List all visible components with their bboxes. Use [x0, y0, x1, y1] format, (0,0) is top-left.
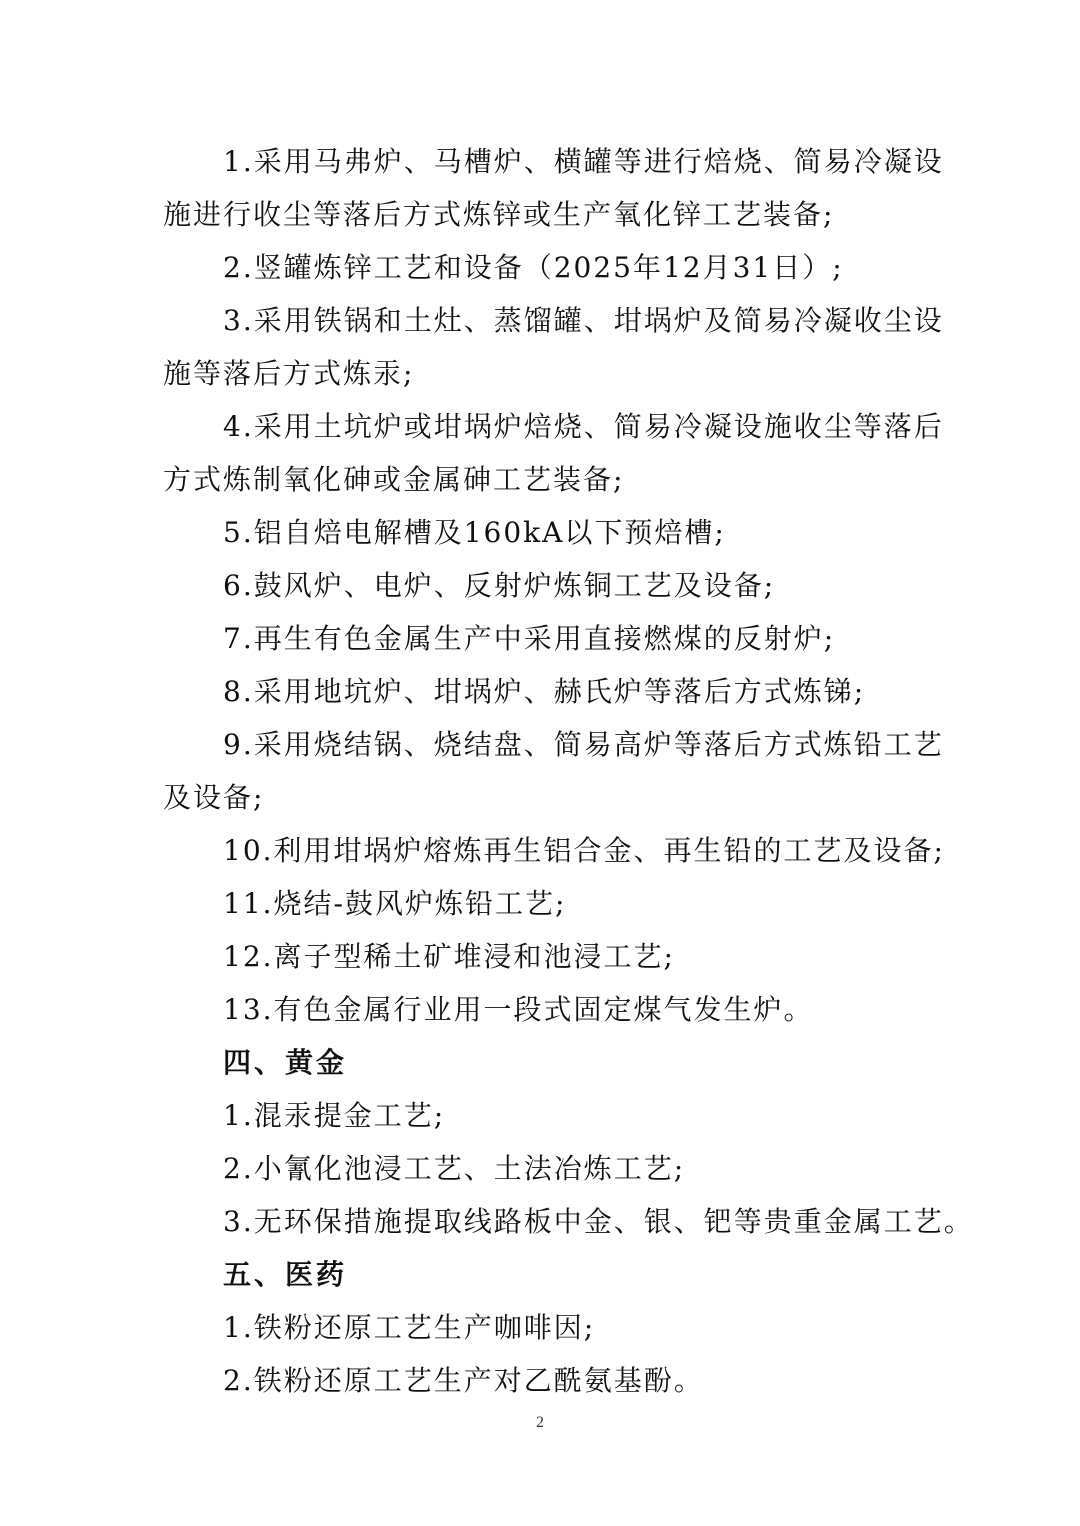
item-antimony-8: 8.采用地坑炉、坩埚炉、赫氏炉等落后方式炼锑;: [223, 675, 866, 708]
item-gold-3: 3.无环保措施提取线路板中金、银、钯等贵重金属工艺。: [223, 1205, 974, 1238]
item-rare-earth-12: 12.离子型稀土矿堆浸和池浸工艺;: [223, 940, 675, 973]
item-aluminum-5: 5.铝自焙电解槽及160kA以下预焙槽;: [223, 516, 726, 549]
item-mercury-3-line-2: 施等落后方式炼汞;: [163, 357, 415, 390]
item-recycled-metal-7: 7.再生有色金属生产中采用直接燃煤的反射炉;: [223, 622, 836, 655]
document-body: [163, 135, 974, 1407]
section-heading-medicine: 五、医药: [223, 1258, 348, 1291]
item-gas-producer-13: 13.有色金属行业用一段式固定煤气发生炉。: [223, 993, 814, 1026]
item-zinc-2: 2.竖罐炼锌工艺和设备（2025年12月31日）;: [223, 251, 844, 284]
item-sinter-blast-11: 11.烧结-鼓风炉炼铅工艺;: [223, 887, 567, 920]
item-copper-6: 6.鼓风炉、电炉、反射炉炼铜工艺及设备;: [223, 569, 776, 602]
item-zinc-1-line-1: 1.采用马弗炉、马槽炉、横罐等进行焙烧、简易冷凝设: [223, 145, 944, 178]
item-crucible-10: 10.利用坩埚炉熔炼再生铝合金、再生铅的工艺及设备;: [223, 834, 945, 867]
item-medicine-1: 1.铁粉还原工艺生产咖啡因;: [223, 1311, 596, 1344]
item-lead-9-line-2: 及设备;: [163, 781, 265, 814]
item-zinc-1-line-2: 施进行收尘等落后方式炼锌或生产氧化锌工艺装备;: [163, 198, 835, 231]
item-lead-9-line-1: 9.采用烧结锅、烧结盘、简易高炉等落后方式炼铅工艺: [223, 728, 944, 761]
item-arsenic-4-line-2: 方式炼制氧化砷或金属砷工艺装备;: [163, 463, 625, 496]
item-gold-2: 2.小氰化池浸工艺、土法冶炼工艺;: [223, 1152, 686, 1185]
item-gold-1: 1.混汞提金工艺;: [223, 1099, 446, 1132]
page-number: 2: [536, 1414, 544, 1431]
section-heading-gold: 四、黄金: [223, 1046, 348, 1079]
item-mercury-3-line-1: 3.采用铁锅和土灶、蒸馏罐、坩埚炉及简易冷凝收尘设: [223, 304, 944, 337]
item-arsenic-4-line-1: 4.采用土坑炉或坩埚炉焙烧、简易冷凝设施收尘等落后: [223, 410, 944, 443]
item-medicine-2: 2.铁粉还原工艺生产对乙酰氨基酚。: [223, 1364, 704, 1397]
